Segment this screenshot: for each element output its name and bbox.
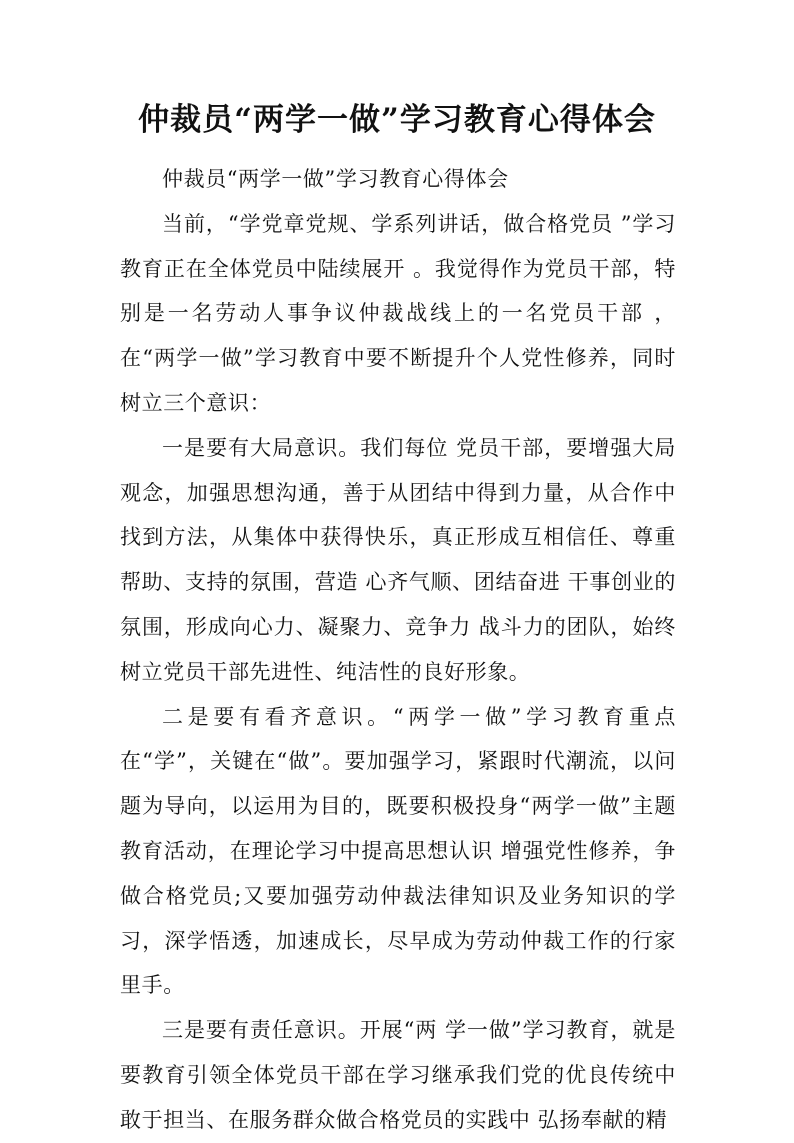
third-point-paragraph: 三是要有责任意识。开展“两 学一做”学习教育，就是要教育引领全体党员干部在学习继承我们党的优良传统中敢于担当、在服务群众做合格党员的实践中 弘扬奉献的精 (120, 1018, 676, 1132)
subtitle-paragraph: 仲裁员“两学一做”学习教育心得体会 (162, 167, 509, 191)
first-point-paragraph: 一是要有大局意识。我们每位 党员干部，要增强大局观念，加强思想沟通，善于从团结中得到力量，从合作中找到方法，从集体中获得快乐，真正形成互相信任、尊重 帮助、支持的氛围，营造 心齐气顺、团结奋进 干事创业的氛围，形成向心力、凝聚力、竞争力 战斗力的团队，始终树立党员干部先进性、纯洁性的良好形象。 (120, 435, 676, 684)
second-point-paragraph: 二是要有看齐意识。“两学一做”学习教育重点在“学”，关键在“做”。要加强学习，紧跟时代潮流，以问题为导向，以运用为目的，既要积极投身“两学一做”主题教育活动，在理论学习中提高思想认识 增强党性修养，争做合格党员;又要加强劳动仲裁法律知识及业务知识的学习，深学悟透，加速成长，尽早成为劳动仲裁工作的行家里手。 (120, 704, 676, 998)
intro-paragraph: 当前，“学党章党规、学系列讲话，做合格党员 ”学习教育正在全体党员中陆续展开 。我觉得作为党员干部，特别是一名劳动人事争议仲裁战线上的一名党员干部 ，在“两学一做”学习教育中要不断提升个人党性修养，同时树立三个意识： (120, 211, 676, 415)
document-title: 仲裁员“两学一做”学习教育心得体会 (138, 102, 656, 138)
document-body (120, 157, 676, 1143)
